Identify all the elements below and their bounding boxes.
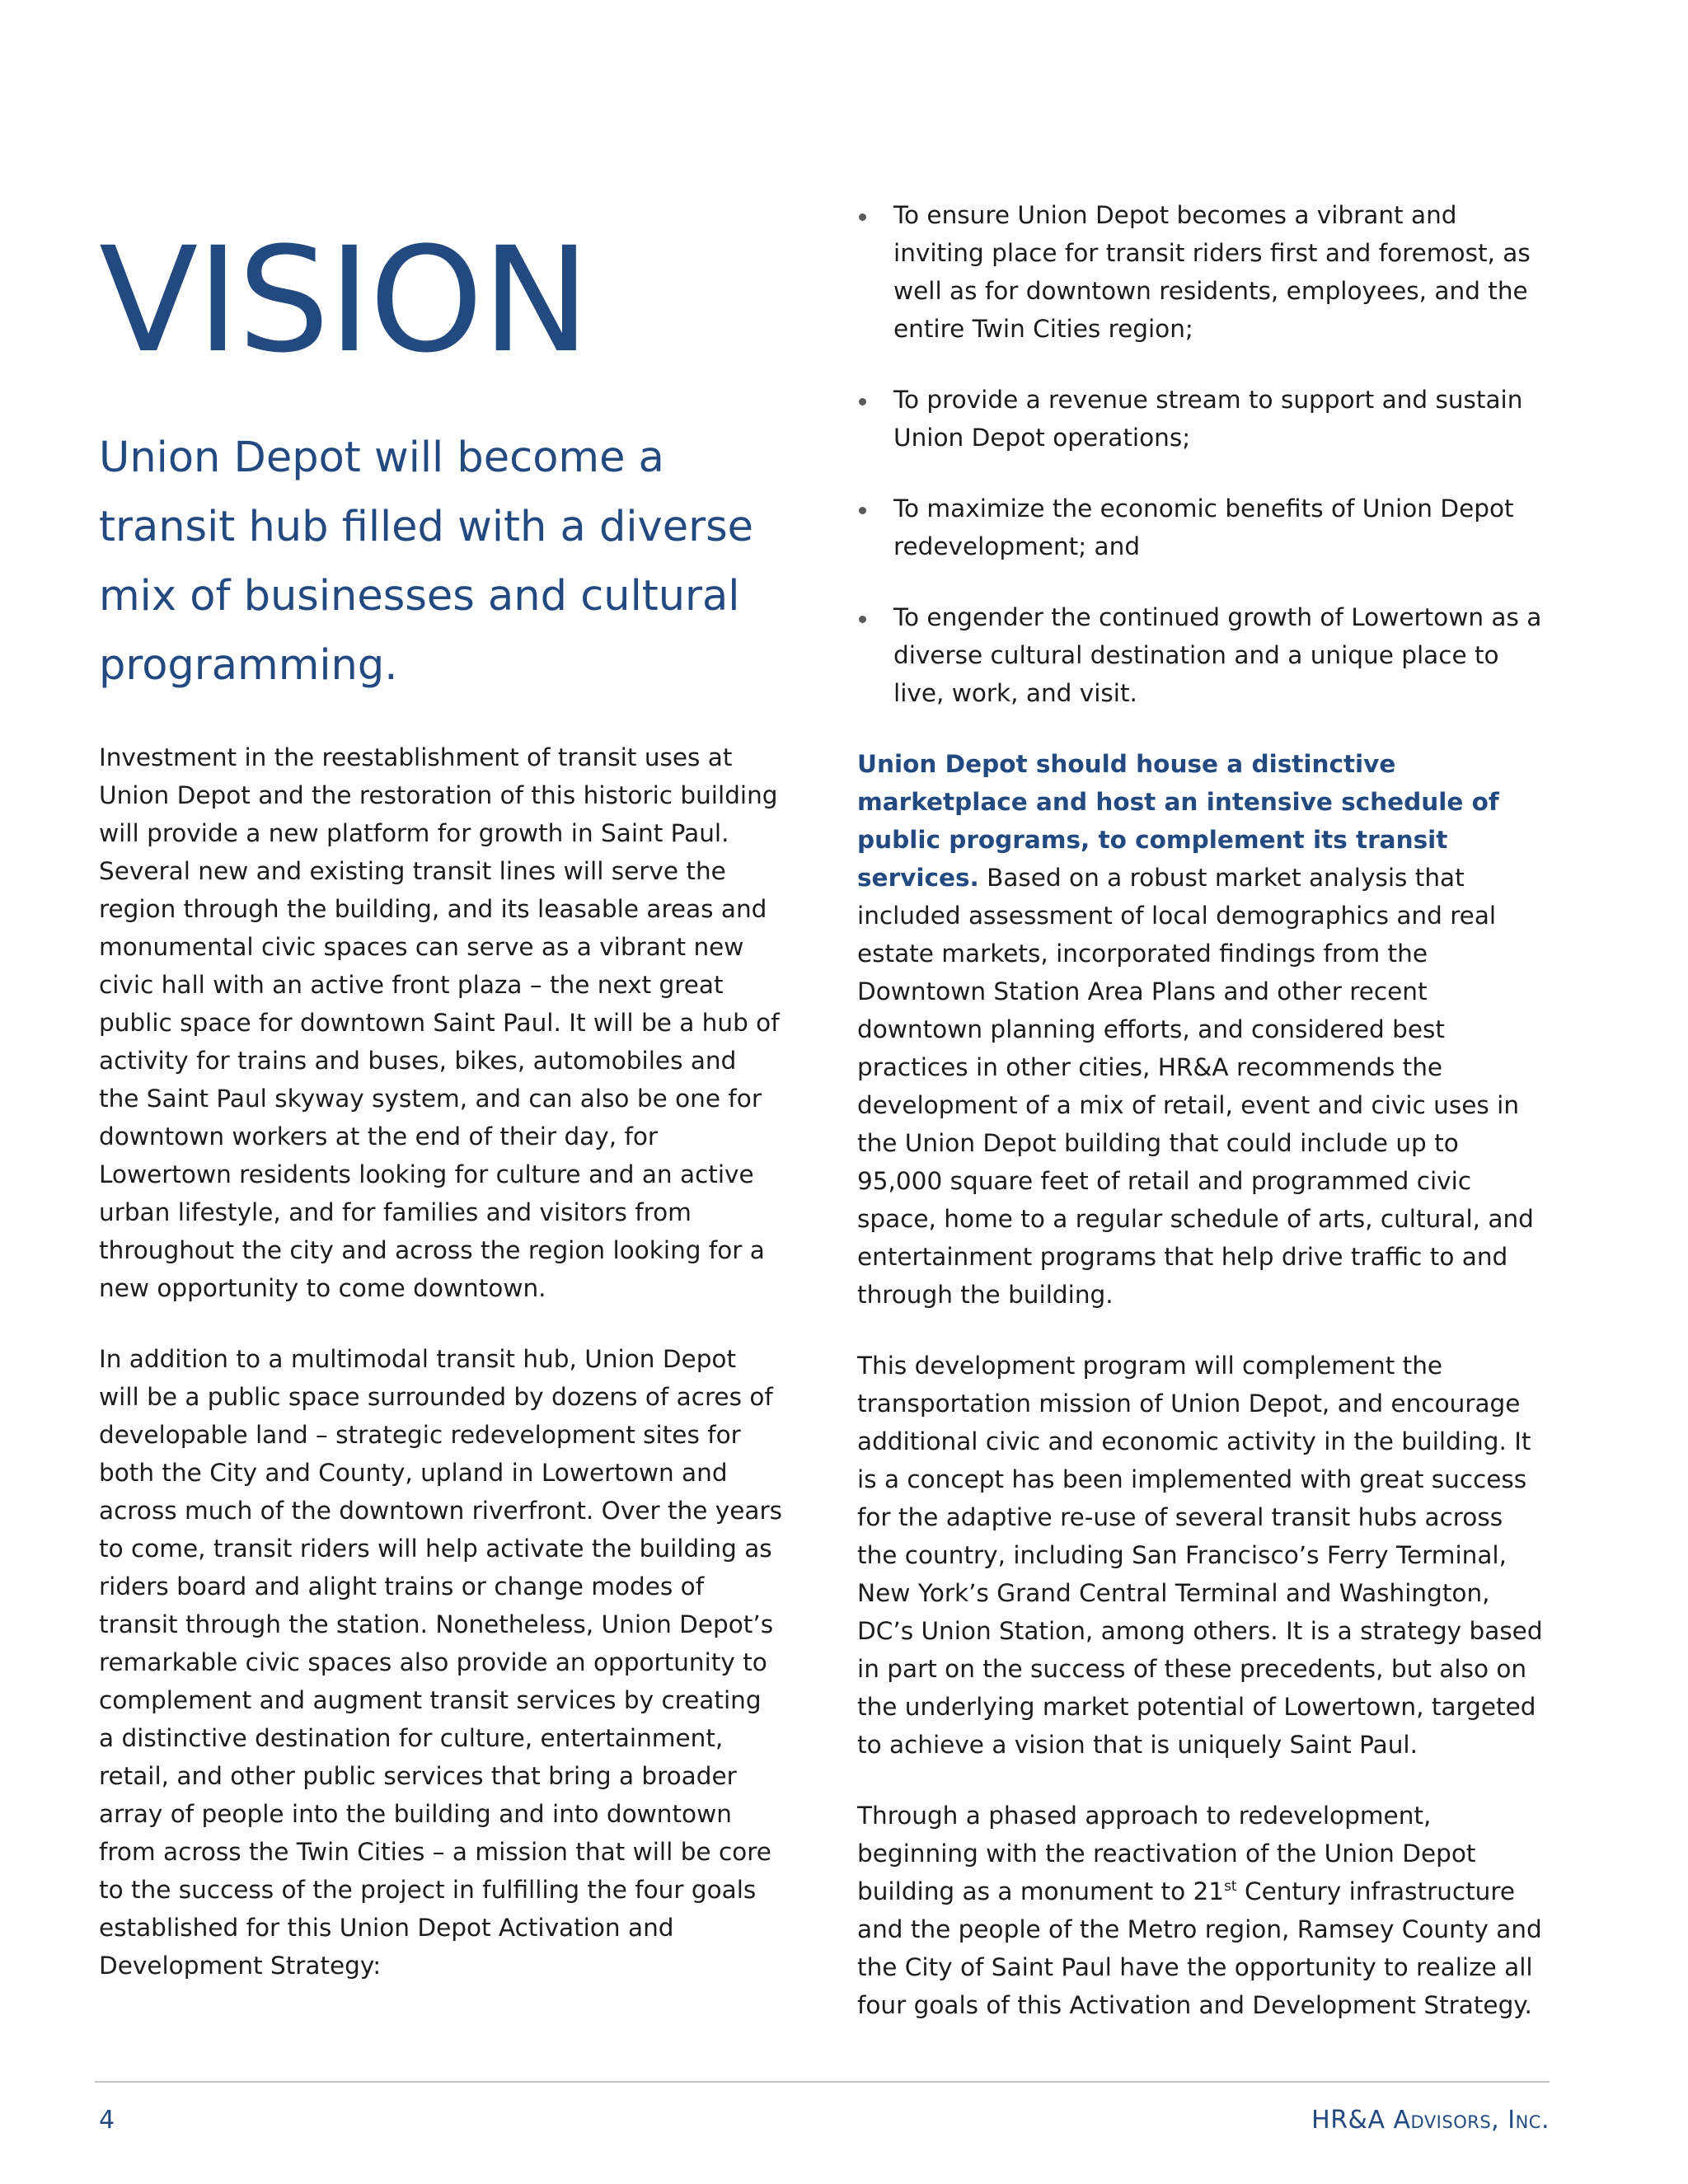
marketplace-paragraph: [857, 745, 1550, 1314]
page-number: 4: [99, 2106, 115, 2135]
highlight-lead: Union Depot should house a distinctive marketplace and host an intensive schedule of public programs, to complement its transit services.: [857, 750, 1499, 892]
goal-item: [857, 490, 1550, 565]
left-column: [99, 216, 783, 2018]
footer-divider: [95, 2081, 1550, 2083]
goals-list: [857, 196, 1550, 712]
right-paragraph-2: This development program will complement the transportation mission of Union Depot, and encourage additional civic and economic activity in the building. It is a concept has been implemented with great success for the adaptive re-use of several transit hubs across the country, including San Francisco’s Ferry Terminal, New York’s Grand Central Terminal and Washington, DC’s Union Station, among others. It is a strategy based in part on the success of these precedents, but also on the underlying market potential of Lowertown, targeted to achieve a vision that is uniquely Saint Paul.: [857, 1352, 1543, 1759]
left-paragraph-1: Investment in the reestablishment of transit uses at Union Depot and the restoration of this historic building will provide a new platform for growth in Saint Paul. Several new and existing transit lines will serve the region through the building, and its leasable areas and monumental civic spaces can serve as a vibrant new civic hall with an active front plaza – the next great public space for downtown Saint Paul. It will be a hub of activity for trains and buses, bikes, automobiles and the Saint Paul skyway system, and can also be one for downtown workers at the end of their day, for Lowertown residents looking for culture and an active urban lifestyle, and for families and visitors from throughout the city and across the region looking for a new opportunity to come downtown.: [99, 743, 780, 1302]
bullet-dot-icon: [859, 398, 866, 405]
right-paragraph-3-end: Century infrastructure and the people of the Metro region, Ramsey County and the City of Saint Paul have the opportunity to realize all four goals of this Activation and Development Strategy.: [857, 1877, 1542, 2019]
goal-item: [857, 598, 1550, 712]
publisher-name: HR&A Advisors, Inc.: [1311, 2106, 1550, 2135]
bullet-dot-icon: [859, 507, 866, 514]
bullet-dot-icon: [859, 213, 866, 221]
right-paragraph-3: [857, 1797, 1550, 2024]
goal-text: To maximize the economic benefits of Union Depot redevelopment; and: [893, 494, 1514, 560]
ordinal-superscript: st: [1224, 1878, 1237, 1896]
marketplace-paragraph-rest: Based on a robust market analysis that included assessment of local demographics and real estate markets, incorporated findings from the Downtown Station Area Plans and other recent downtown planning efforts, and considered best practices in other cities, HR&A recommends the development of a mix of retail, event and civic uses in the Union Depot building that could include up to 95,000 square feet of retail and programmed civic space, home to a regular schedule of arts, cultural, and entertainment programs that help drive traffic to and through the building.: [857, 864, 1534, 1309]
page-subtitle: Union Depot will become a transit hub filled with a diverse mix of businesses and cultural programming.: [99, 434, 754, 690]
goal-text: To ensure Union Depot becomes a vibrant and inviting place for transit riders first and foremost, as well as for downtown residents, employees, and the entire Twin Cities region;: [893, 201, 1531, 343]
right-paragraph-3-start: Through a phased approach to redevelopment, beginning with the reactivation of the Union Depot building as a monument to 21: [857, 1802, 1476, 1905]
goal-text: To engender the continued growth of Lowertown as a diverse cultural destination and a unique place to live, work, and visit.: [893, 603, 1542, 707]
goal-text: To provide a revenue stream to support and sustain Union Depot operations;: [893, 386, 1523, 452]
bullet-dot-icon: [859, 616, 866, 623]
goal-item: [857, 381, 1550, 457]
left-paragraph-2: In addition to a multimodal transit hub, Union Depot will be a public space surrounded by dozens of acres of developable land – strategic redevelopment sites for both the City and County, upland in Lowertown and across much of the downtown riverfront. Over the years to come, transit riders will help activate the building as riders board and alight trains or change modes of transit through the station. Nonetheless, Union Depot’s remarkable civic spaces also provide an opportunity to complement and augment transit services by creating a distinctive destination for culture, entertainment, retail, and other public services that bring a broader array of people into the building and into downtown from across the Twin Cities – a mission that will be core to the success of the project in fulfilling the four goals established for this Union Depot Activation and Development Strategy:: [99, 1345, 782, 1980]
right-column: [857, 196, 1550, 2057]
goal-item: [857, 196, 1550, 348]
page-title: VISION: [99, 216, 589, 385]
